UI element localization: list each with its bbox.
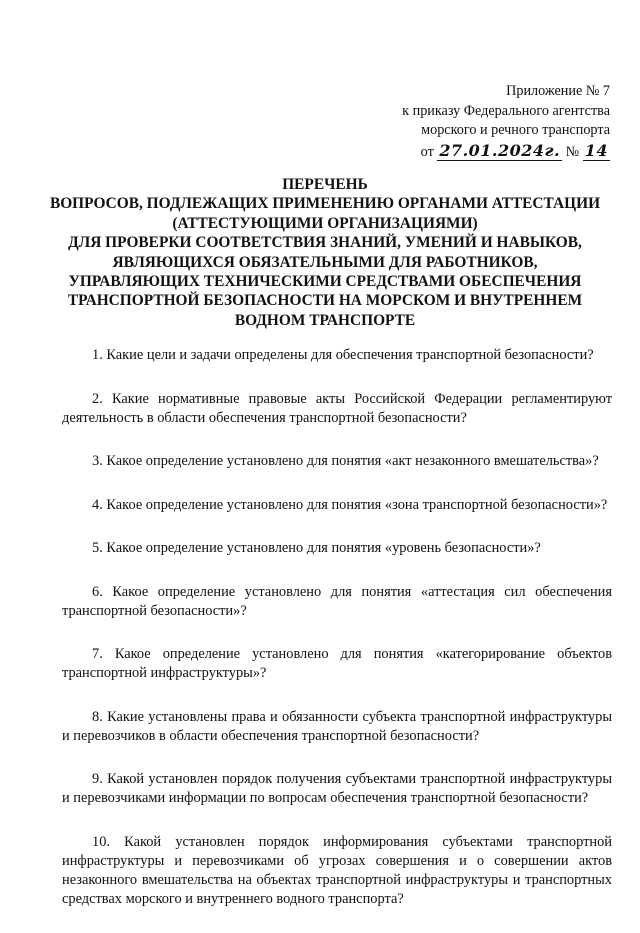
questions-list <box>62 346 612 933</box>
question-item: 6. Какое определение установлено для понятия «аттестация сил обеспечения транспортной безопасности»? <box>62 583 612 619</box>
question-item: 9. Какой установлен порядок получения субъектами транспортной инфраструктуры и перевозчиками информации по вопросам обеспечения транспортной безопасности? <box>62 771 612 806</box>
title-line: ЯВЛЯЮЩИХСЯ ОБЯЗАТЕЛЬНЫМИ ДЛЯ РАБОТНИКОВ, <box>112 253 538 271</box>
appendix-header <box>402 82 610 162</box>
question-item: 2. Какие нормативные правовые акты Российской Федерации регламентируют деятельность в области обеспечения транспортной безопасности? <box>62 390 612 426</box>
question-item: 10. Какой установлен порядок информирования субъектами транспортной инфраструктуры и перевозчиками об угрозах совершения и о совершении актов незаконного вмешательства на объектах транспортной инфраструктуры и транспортных средствах морского и внутреннего водного транспорта? <box>62 833 612 907</box>
appendix-number: Приложение № 7 <box>506 83 610 99</box>
title-line: ВОПРОСОВ, ПОДЛЕЖАЩИХ ПРИМЕНЕНИЮ ОРГАНАМИ АТТЕСТАЦИИ <box>49 195 601 213</box>
question-item: 4. Какое определение установлено для понятия «зона транспортной безопасности»? <box>92 496 608 513</box>
question-item: 5. Какое определение установлено для понятия «уровень безопасности»? <box>92 540 541 556</box>
title-line: ТРАНСПОРТНОЙ БЕЗОПАСНОСТИ НА МОРСКОМ И ВНУТРЕННЕМ <box>67 292 583 310</box>
title-line: ВОДНОМ ТРАНСПОРТЕ <box>234 311 416 329</box>
question-item: 3. Какое определение установлено для понятия «акт незаконного вмешательства»? <box>92 453 599 469</box>
question-item: 1. Какие цели и задачи определены для обеспечения транспортной безопасности? <box>92 347 594 363</box>
appendix-date-line <box>402 141 610 163</box>
appendix-agency: морского и речного транспорта <box>421 122 610 138</box>
question-item: 7. Какое определение установлено для понятия «категорирование объектов транспортной инфраструктуры»? <box>62 646 612 681</box>
appendix-order-ref: к приказу Федерального агентства <box>402 102 610 119</box>
title-line: ДЛЯ ПРОВЕРКИ СООТВЕТСТВИЯ ЗНАНИЙ, УМЕНИЙ И НАВЫКОВ, <box>68 234 582 252</box>
title-line: ПЕРЕЧЕНЬ <box>282 176 368 193</box>
date-prefix: от <box>420 143 434 160</box>
number-prefix: № <box>565 143 580 160</box>
handwritten-number: 14 <box>584 140 608 160</box>
title-line: УПРАВЛЯЮЩИХ ТЕХНИЧЕСКИМИ СРЕДСТВАМИ ОБЕСПЕЧЕНИЯ <box>68 273 582 291</box>
document-title <box>40 175 610 330</box>
question-item: 8. Какие установлены права и обязанности субъекта транспортной инфраструктуры и перевозчиков в области обеспечения транспортной безопасности? <box>62 708 612 744</box>
title-line: (АТТЕСТУЮЩИМИ ОРГАНИЗАЦИЯМИ) <box>172 214 478 232</box>
handwritten-date: 27.01.2024г. <box>439 140 561 160</box>
